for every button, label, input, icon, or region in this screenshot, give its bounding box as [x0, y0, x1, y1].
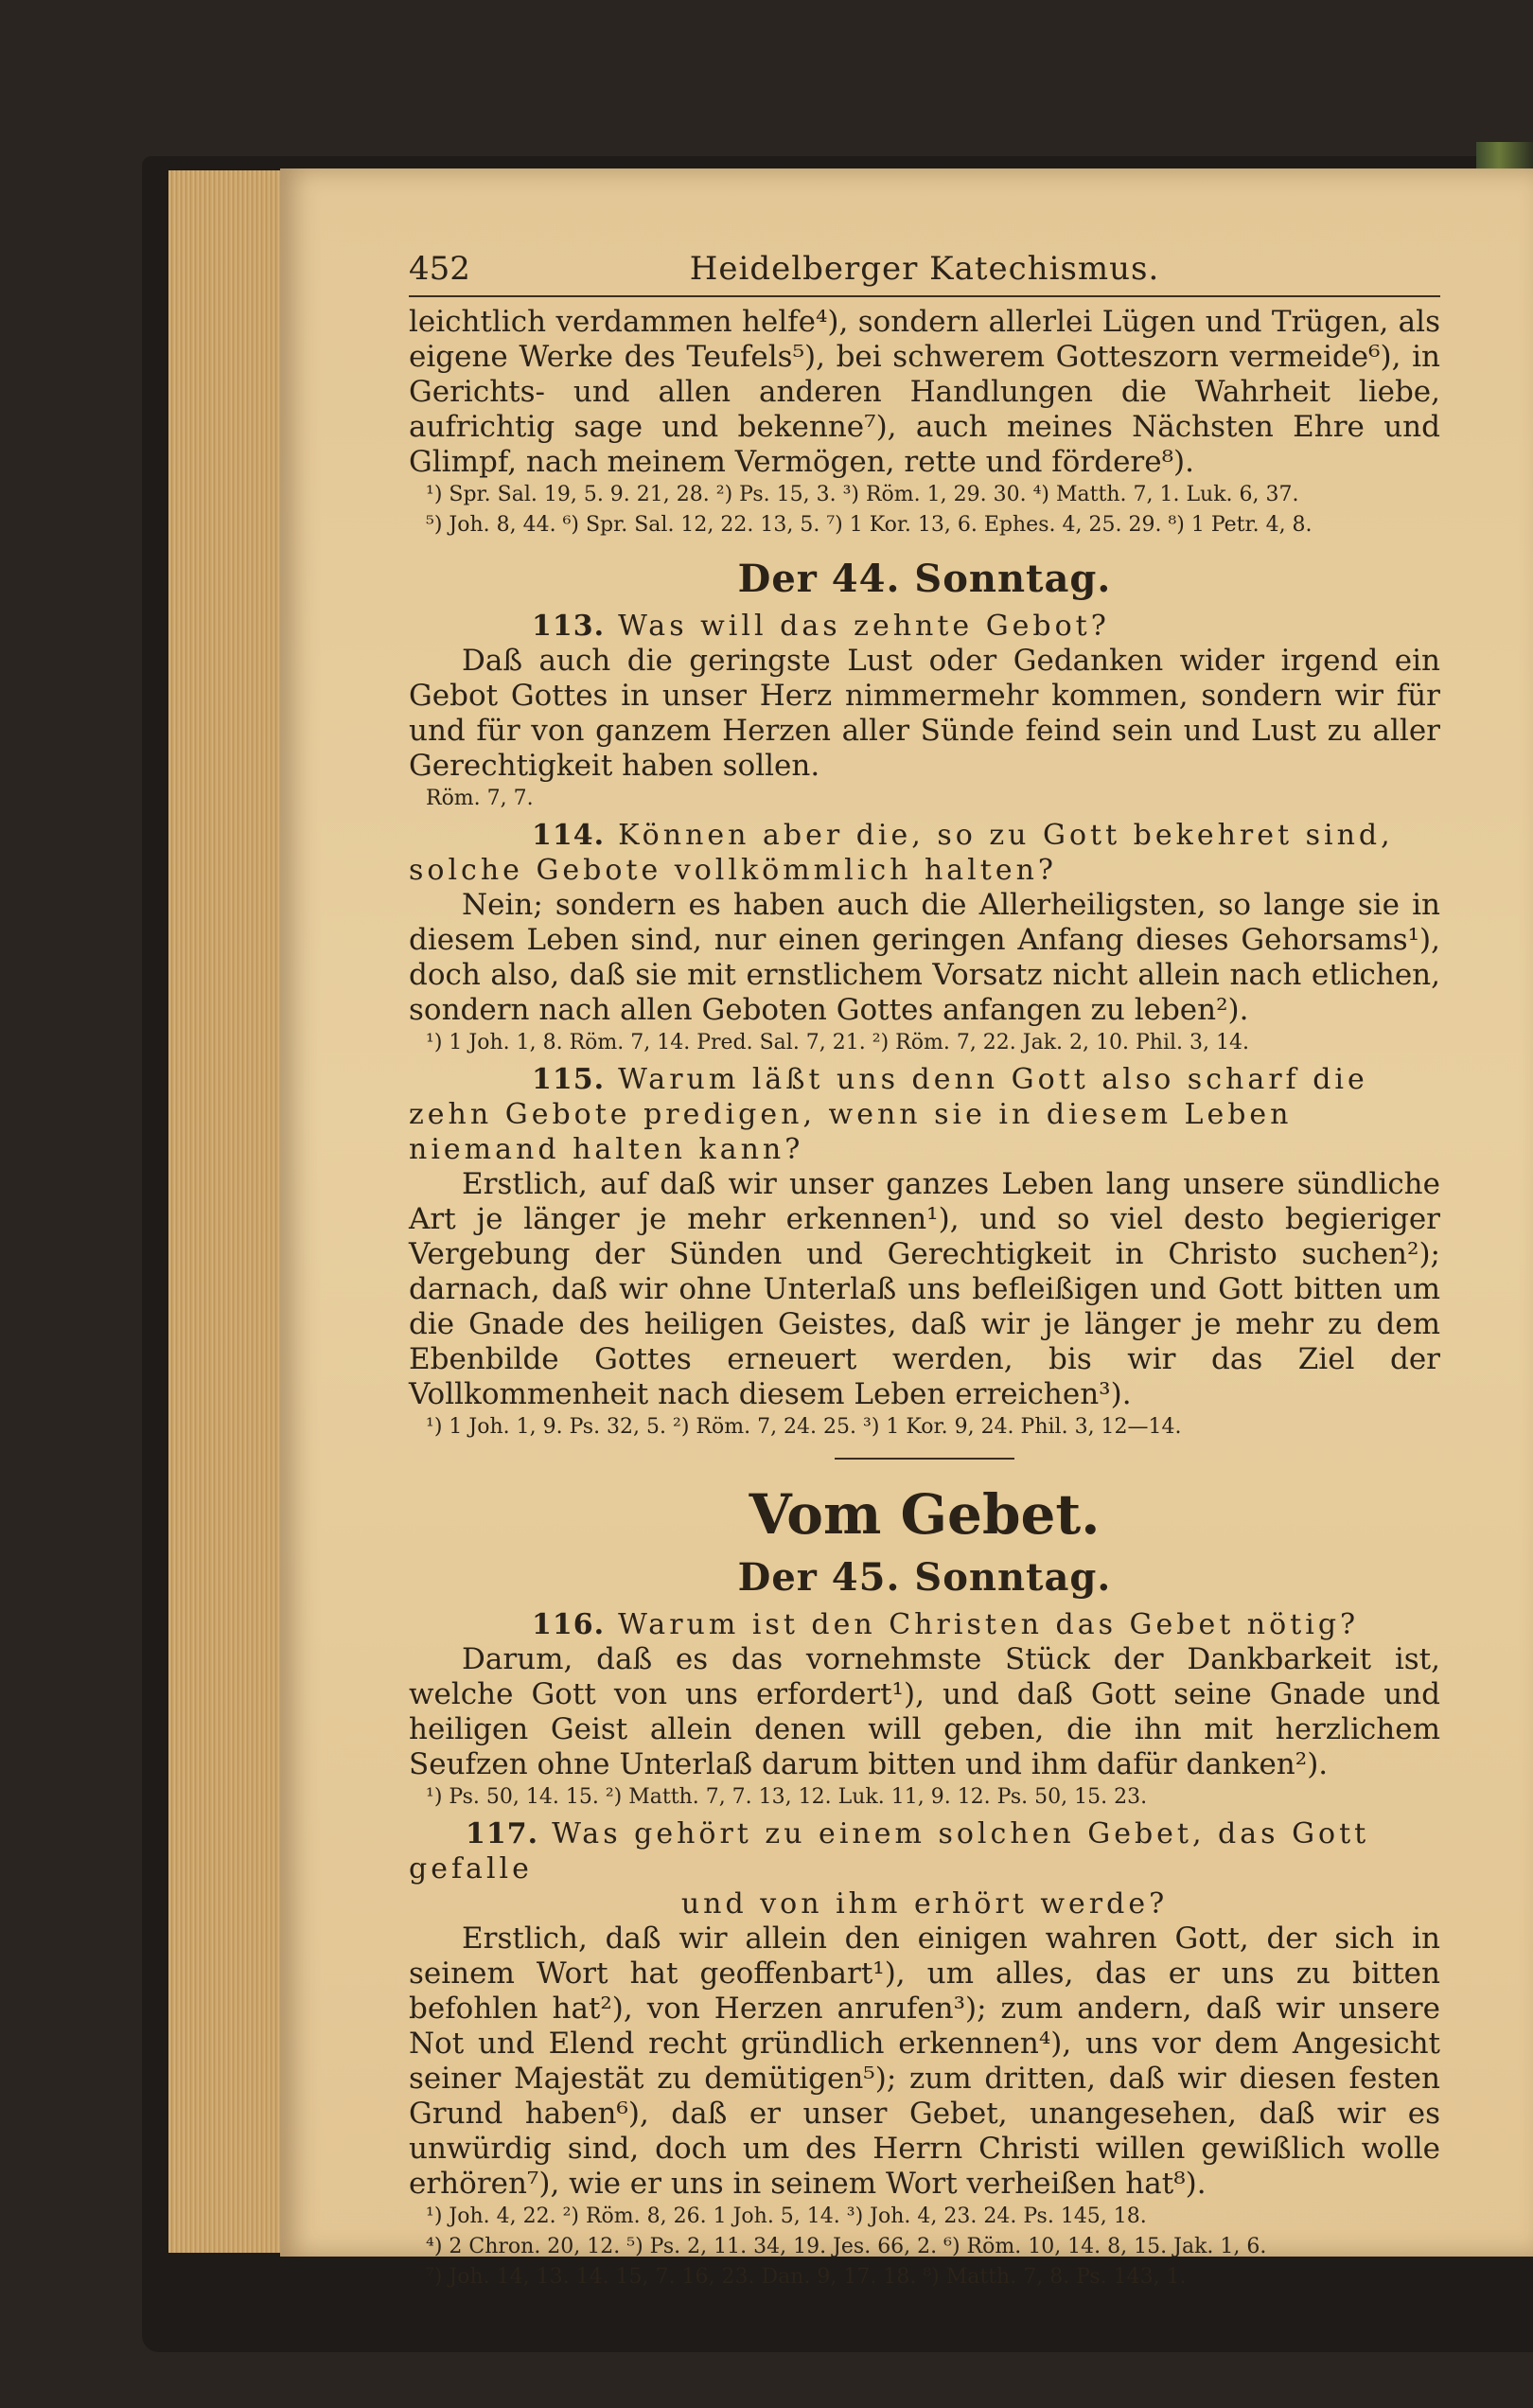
- question-number: 113.: [532, 610, 606, 643]
- question-115: [409, 1062, 1440, 1167]
- page-header: [409, 248, 1440, 297]
- footnote-line: ¹) 1 Joh. 1, 8. Röm. 7, 14. Pred. Sal. 7, 21. ²) Röm. 7, 22. Jak. 2, 10. Phil. 3, 14.: [426, 1031, 1250, 1054]
- question-number: 116.: [532, 1608, 606, 1641]
- answer-116: Darum, daß es das vornehmste Stück der Dankbarkeit ist, welche Gott von uns erfordert¹), und daß Gott seine Gnade und heiligen Geist allein denen will geben, die ihn mit herzlichem Seufzen ohne Unterlaß darum bitten und ihm dafür danken²).: [409, 1642, 1440, 1781]
- footnote-line: ⁷) Joh. 14, 13. 14. 15, 7. 16, 23. Dan. 9, 17. 18. ⁸) Matth. 7, 8. Ps. 143, 1.: [426, 2265, 1187, 2289]
- question-number: 115.: [532, 1063, 606, 1096]
- carryover-paragraph: leichtlich verdammen helfe⁴), sondern allerlei Lügen und Trügen, als eigene Werke des Teufels⁵), bei schwerem Gotteszorn vermeide⁶), in Gerichts- und allen anderen Handlungen die Wahrheit liebe, aufrichtig sage und bekenne⁷), auch meines Nächsten Ehre und Glimpf, nach meinem Vermögen, rette und fördere⁸).: [409, 305, 1440, 479]
- footnote-line: ⁴) 2 Chron. 20, 12. ⁵) Ps. 2, 11. 34, 19. Jes. 66, 2. ⁶) Röm. 10, 14. 8, 15. Jak. 1, 6.: [426, 2235, 1267, 2258]
- answer-113: Daß auch die geringste Lust oder Gedanken wider irgend ein Gebot Gottes in unser Herz nimmermehr kommen, sondern wir für und für von ganzem Herzen aller Sünde feind sein und Lust zu aller Gerechtigkeit haben sollen.: [409, 644, 1440, 783]
- footnote-line: ⁵) Joh. 8, 44. ⁶) Spr. Sal. 12, 22. 13, 5. ⁷) 1 Kor. 13, 6. Ephes. 4, 25. 29. ⁸) 1 Petr. 4, 8.: [426, 513, 1313, 537]
- section-divider: [835, 1458, 1014, 1460]
- question-number: 114.: [532, 819, 606, 852]
- answer-115: Erstlich, auf daß wir unser ganzes Leben lang unsere sündliche Art je länger je mehr erkennen¹), und so viel desto begieriger Vergebung der Sünden und Gerechtigkeit in Christo suchen²); darnach, daß wir ohne Unterlaß uns befleißigen und Gott bitten um die Gnade des heiligen Geistes, daß wir je länger je mehr zu dem Ebenbilde Gottes erneuert werden, bis wir das Ziel der Vollkommenheit nach diesem Leben erreichen³).: [409, 1167, 1440, 1411]
- question-116: [409, 1607, 1440, 1642]
- question-text: Warum ist den Christen das Gebet nötig?: [618, 1608, 1360, 1641]
- footnote-line: ¹) Joh. 4, 22. ²) Röm. 8, 26. 1 Joh. 5, 14. ³) Joh. 4, 23. 24. Ps. 145, 18.: [426, 2204, 1147, 2228]
- footnote-line: ¹) Spr. Sal. 19, 5. 9. 21, 28. ²) Ps. 15, 3. ³) Röm. 1, 29. 30. ⁴) Matth. 7, 1. Luk. 6, 37.: [426, 483, 1299, 506]
- answer-117: Erstlich, daß wir allein den einigen wahren Gott, der sich in seinem Wort hat geoffenbart¹), um alles, das er uns zu bitten befohlen hat²), von Herzen anrufen³); zum andern, daß wir unsere Not und Elend recht gründlich erkennen⁴), uns vor dem Angesicht seiner Majestät zu demütigen⁵); zum dritten, daß wir diesen festen Grund haben⁶), daß er unser Gebet, unangesehen, daß wir es unwürdig sind, doch um des Herrn Christi willen gewißlich wolle erhören⁷), wie er uns in seinem Wort verheißen hat⁸).: [409, 1921, 1440, 2201]
- question-114: [409, 818, 1440, 888]
- question-text: Können aber die, so zu Gott bekehret sind, solche Gebote vollkömmlich halten?: [409, 819, 1394, 887]
- question-113: [409, 609, 1440, 644]
- question-117-line2: und von ihm erhört werde?: [680, 1887, 1169, 1921]
- question-text: Was gehört zu einem solchen Gebet, das Gott gefalle: [409, 1817, 1370, 1886]
- question-text: Was will das zehnte Gebot?: [618, 610, 1110, 643]
- running-title: Heidelberger Katechismus.: [689, 250, 1160, 288]
- question-number: 117.: [466, 1817, 539, 1850]
- footnote-line: ¹) 1 Joh. 1, 9. Ps. 32, 5. ²) Röm. 7, 24. 25. ³) 1 Kor. 9, 24. Phil. 3, 12—14.: [426, 1415, 1182, 1439]
- sunday-heading: Der 45. Sonntag.: [737, 1555, 1112, 1600]
- answer-114: Nein; sondern es haben auch die Allerheiligsten, so lange sie in diesem Leben sind, nur einen geringen Anfang dieses Gehorsams¹), doch also, daß sie mit ernstlichem Vorsatz nicht allein nach etlichen, sondern nach allen Geboten Gottes anfangen zu leben²).: [409, 888, 1440, 1027]
- section-title: Vom Gebet.: [749, 1482, 1101, 1547]
- page-content: [409, 248, 1440, 2294]
- footnote-line: Röm. 7, 7.: [426, 787, 534, 810]
- question-117: [409, 1816, 1440, 1886]
- sunday-heading: Der 44. Sonntag.: [737, 557, 1112, 601]
- question-text: Warum läßt uns denn Gott also scharf die zehn Gebote predigen, wenn sie in diesem Leben niemand halten kann?: [409, 1063, 1368, 1166]
- page-edges: [168, 170, 290, 2253]
- page-number: 452: [409, 250, 470, 288]
- footnote-line: ¹) Ps. 50, 14. 15. ²) Matth. 7, 7. 13, 12. Luk. 11, 9. 12. Ps. 50, 15. 23.: [426, 1785, 1148, 1809]
